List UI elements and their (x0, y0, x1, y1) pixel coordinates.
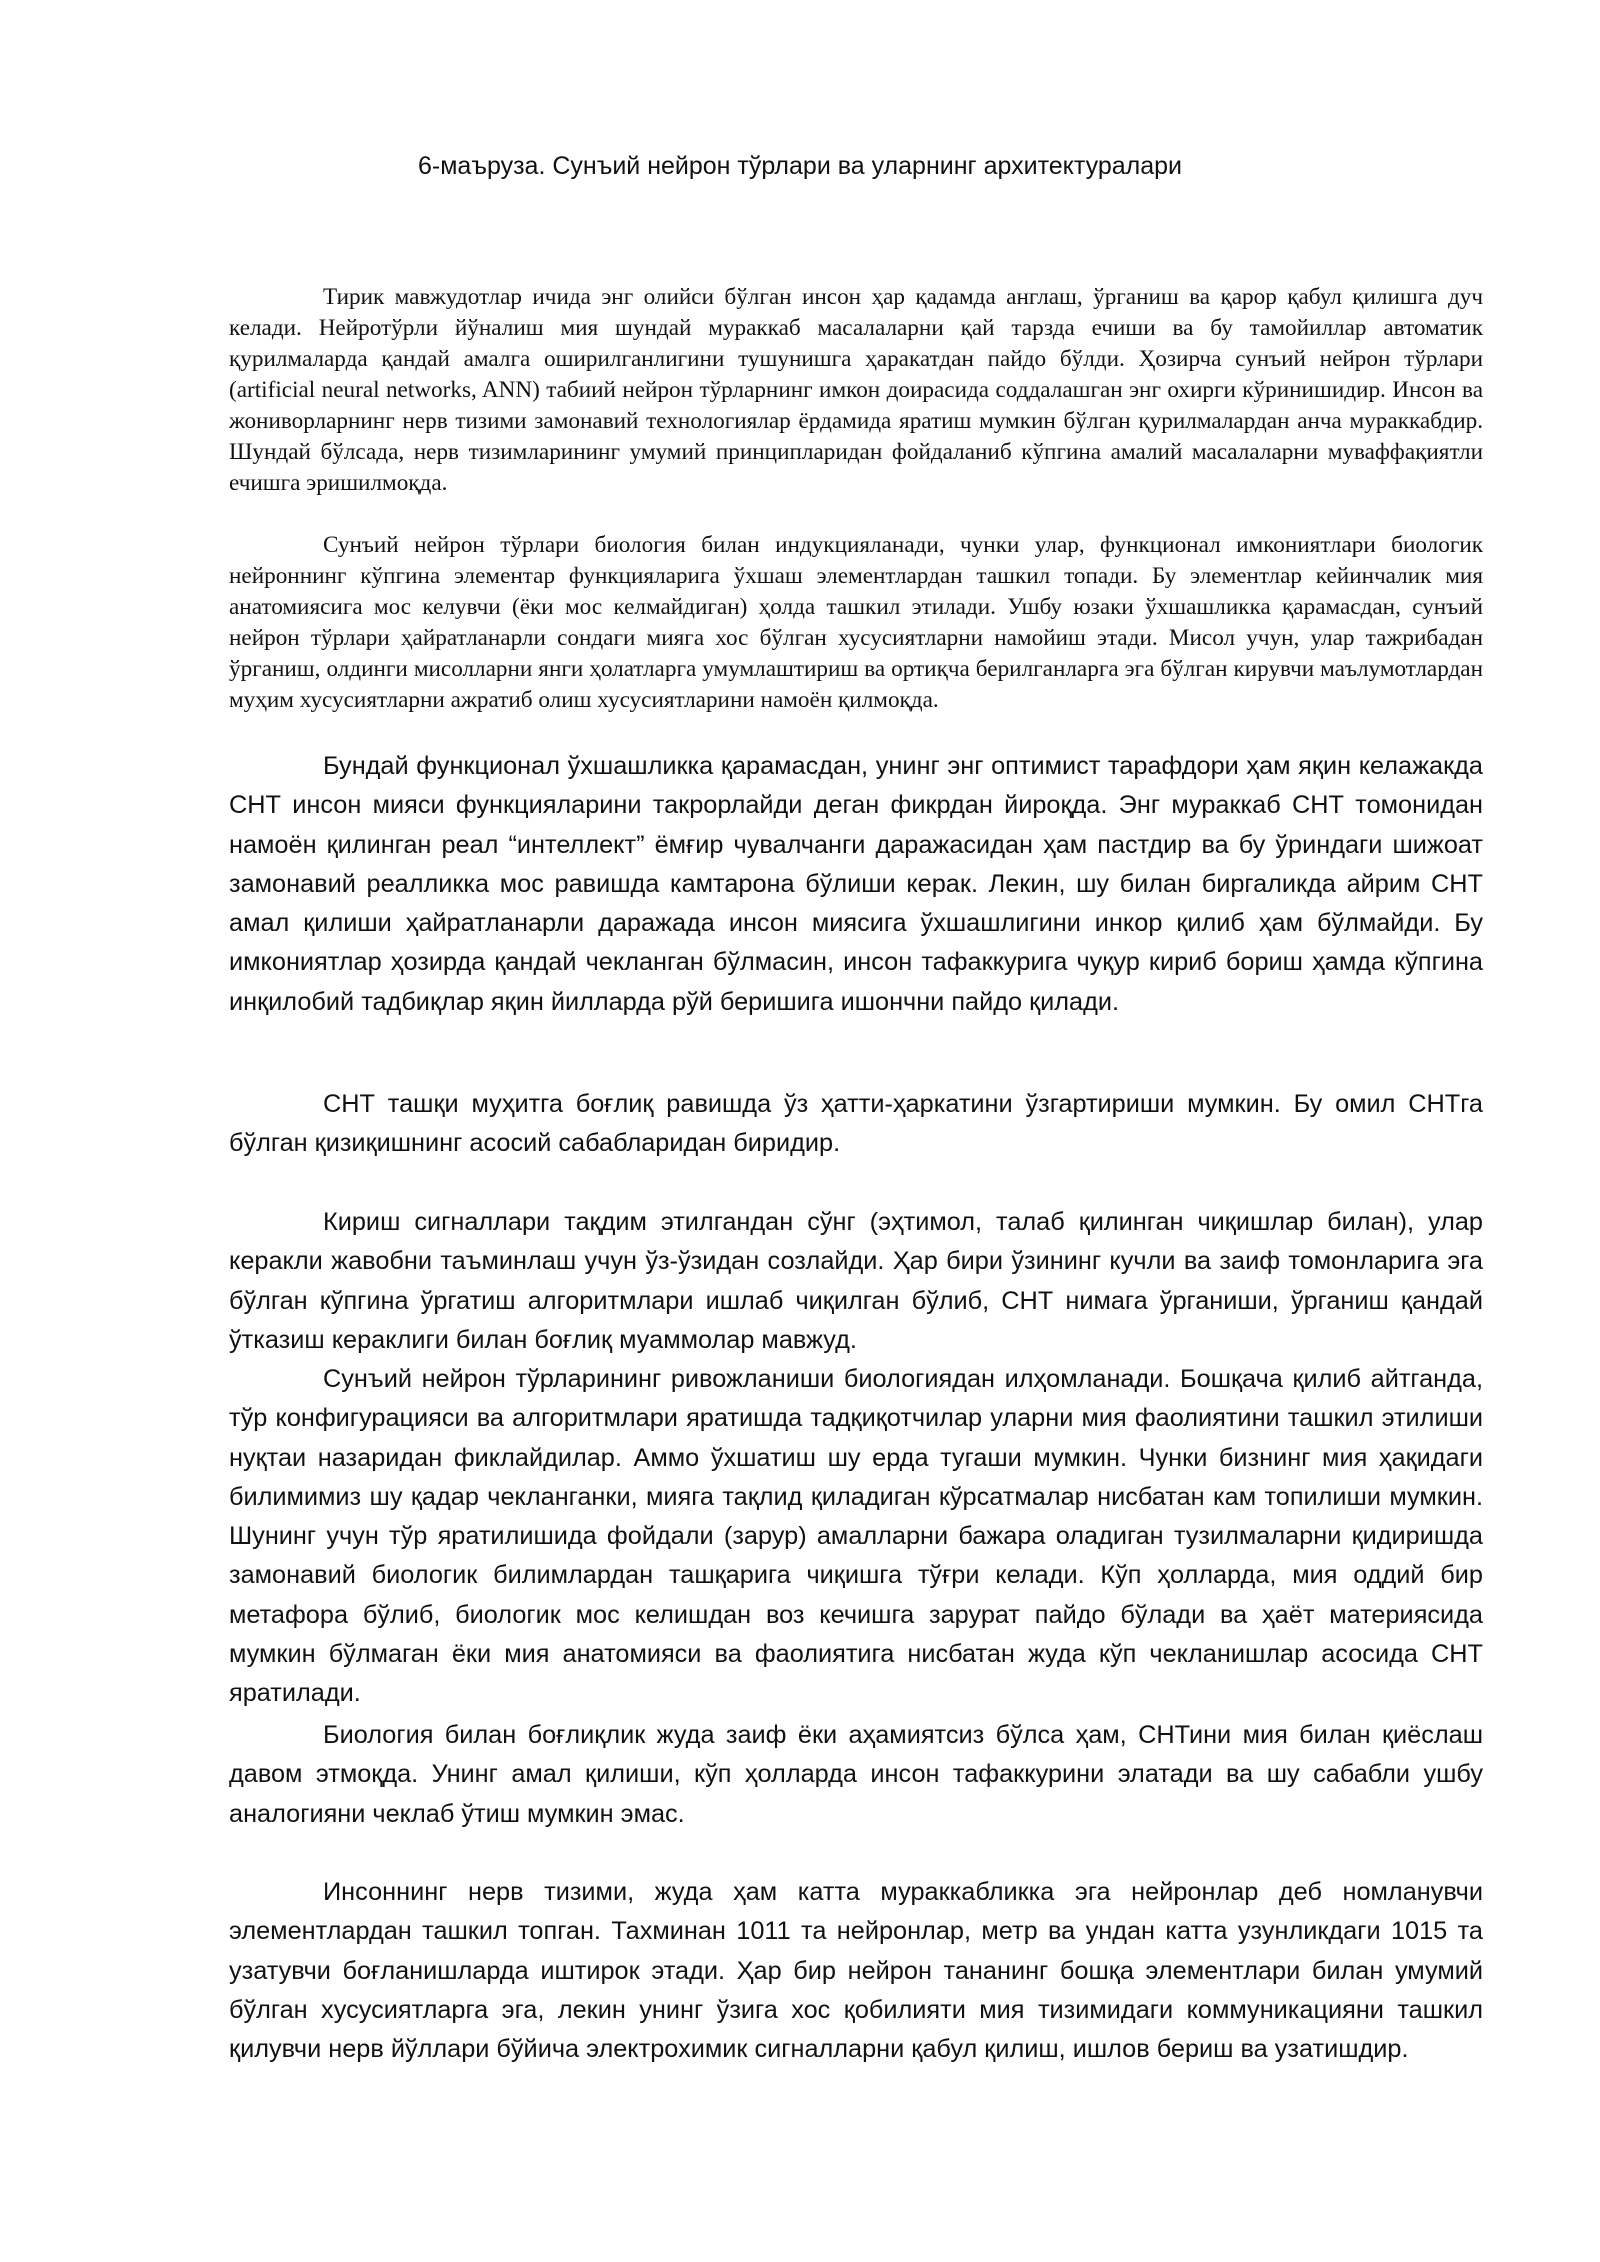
paragraph-8-block (229, 1873, 1483, 2069)
paragraph-6: Сунъий нейрон тўрларининг ривожланиши биологиядан илҳомланади. Бошқача қилиб айтганда, тўр конфигурацияси ва алгоритмлари яратишда тадқиқотчилар уларни мия фаолиятини ташкил этилиши нуқтаи назаридан фиклайдилар. Аммо ўхшатиш шу ерда тугаши мумкин. Чунки бизнинг мия ҳақидаги билимимиз шу қадар чекланганки, мияга тақлид қиладиган кўрсатмалар нисбатан кам топилиши мумкин. Шунинг учун тўр яратилишида фойдали (зарур) амалларни бажара оладиган тузилмаларни қидиришда замонавий биологик билимлардан ташқарига чиқишга тўғри келади. Кўп ҳолларда, мия оддий бир метафора бўлиб, биологик мос келишдан воз кечишга зарурат пайдо бўлади ва ҳаёт материясида мумкин бўлмаган ёки мия анатомияси ва фаолиятига нисбатан жуда кўп чекланишлар асосида СНТ яратилади. (229, 1365, 1483, 1708)
paragraph-1: Тирик мавжудотлар ичида энг олийси бўлган инсон ҳар қадамда англаш, ўрганиш ва қарор қабул қилишга дуч келади. Нейротўрли йўналиш мия шундай мураккаб масалаларни қай тарзда ечиши ва бу тамойиллар автоматик қурилмаларда қандай амалга оширилганлигини тушунишга ҳаракатдан пайдо бўлди. Ҳозирча сунъий нейрон тўрлари (artificial neural networks, ANN) табиий нейрон тўрларнинг имкон доирасида соддалашган энг охирги кўринишидир. Инсон ва жониворларнинг нерв тизими замонавий технологиялар ёрдамида яратиш мумкин бўлган қурилмалардан анча мураккабдир. Шундай бўлсада, нерв тизимларининг умумий принципларидан фойдаланиб кўпгина амалий масалаларни муваффақиятли ечишга эришилмоқда. (229, 284, 1483, 496)
paragraph-5-block (229, 1203, 1483, 1360)
paragraph-7: Биология билан боғлиқлик жуда заиф ёки аҳамиятсиз бўлса ҳам, СНТини мия билан қиёслаш давом этмоқда. Унинг амал қилиши, кўп ҳолларда инсон тафаккурини элатади ва шу сабабли ушбу аналогияни чеклаб ўтиш мумкин эмас. (229, 1721, 1483, 1828)
paragraph-5: Кириш сигналлари тақдим этилгандан сўнг (эҳтимол, талаб қилинган чиқишлар билан), улар керакли жавобни таъминлаш учун ўз-ўзидан созлайди. Ҳар бири ўзининг кучли ва заиф томонларига эга бўлган кўпгина ўргатиш алгоритмлари ишлаб чиқилган бўлиб, СНТ нимага ўрганиши, ўрганиш қандай ўтказиш кераклиги билан боғлиқ муаммолар мавжуд. (229, 1208, 1483, 1354)
paragraph-3-block (229, 747, 1483, 1022)
paragraph-4-block (229, 1085, 1483, 1164)
paragraph-8: Инсоннинг нерв тизими, жуда ҳам катта мураккабликка эга нейронлар деб номланувчи элементлардан ташкил топган. Тахминан 1011 та нейронлар, метр ва ундан катта узунликдаги 1015 та узатувчи боғланишларда иштирок этади. Ҳар бир нейрон тананинг бошқа элементлари билан умумий бўлган хусусиятларга эга, лекин унинг ўзига хос қобилияти мия тизимидаги коммуникацияни ташкил қилувчи нерв йўллари бўйича электрохимик сигналларни қабул қилиш, ишлов бериш ва узатишдир. (229, 1878, 1483, 2064)
paragraph-2: Сунъий нейрон тўрлари биология билан индукцияланади, чунки улар, функционал имкониятлари биологик нейроннинг кўпгина элементар функцияларига ўхшаш элементлардан ташкил топади. Бу элементлар кейинчалик мия анатомиясига мос келувчи (ёки мос келмайдиган) ҳолда ташкил этилади. Ушбу юзаки ўхшашликка қарамасдан, сунъий нейрон тўрлари ҳайратланарли сондаги мияга хос бўлган хусусиятларни намойиш этади. Мисол учун, улар тажрибадан ўрганиш, олдинги мисолларни янги ҳолатларга умумлаштириш ва ортиқча берилганларга эга бўлган кирувчи маълумотлардан муҳим хусусиятларни ажратиб олиш хусусиятларини намоён қилмоқда. (229, 532, 1483, 713)
paragraph-block-serif-2 (229, 530, 1483, 716)
paragraph-6-block (229, 1360, 1483, 1714)
paragraph-4: СНТ ташқи муҳитга боғлиқ равишда ўз ҳатти-ҳаркатини ўзгартириши мумкин. Бу омил СНТга бўлган қизиқишнинг асосий сабабларидан биридир. (229, 1090, 1483, 1158)
paragraph-3: Бундай функционал ўхшашликка қарамасдан, унинг энг оптимист тарафдори ҳам яқин келажакда СНТ инсон мияси функцияларини такрорлайди деган фикрдан йироқда. Энг мураккаб СНТ томонидан намоён қилинган реал “интеллект” ёмғир чувалчанги даражасидан ҳам пастдир ва бу ўриндаги шижоат замонавий реалликка мос равишда камтарона бўлиши керак. Лекин, шу билан биргаликда айрим СНТ амал қилиши ҳайратланарли даражада инсон миясига ўхшашлигини инкор қилиб ҳам бўлмайди. Бу имкониятлар ҳозирда қандай чекланган бўлмасин, инсон тафаккурига чуқур кириб бориш ҳамда кўпгина инқилобий тадбиқлар яқин йилларда рўй беришига ишончни пайдо қилади. (229, 752, 1483, 1016)
paragraph-7-block (229, 1716, 1483, 1834)
page-title: 6-маъруза. Сунъий нейрон тўрлари ва уларнинг архитектуралари (418, 152, 1182, 180)
paragraph-block-serif (229, 282, 1483, 499)
